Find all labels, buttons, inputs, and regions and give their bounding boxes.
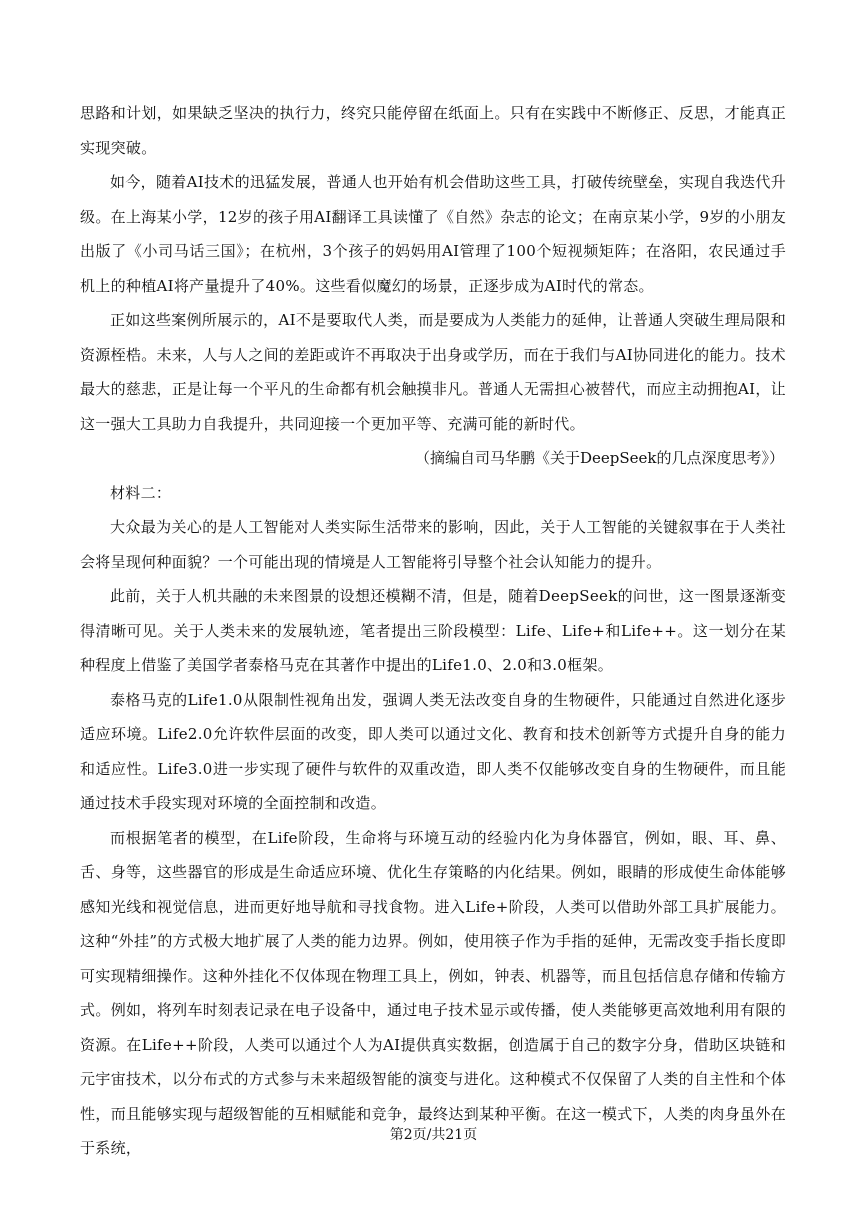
material-two-heading: 材料二： (110, 483, 172, 502)
paragraph-public-concern: 大众最为关心的是人工智能对人类实际生活带来的影响，因此，关于人工智能的关键叙事在于人类社会将呈现何种面貌？一个可能出现的情境是人工智能将引导整个社会认知能力的提升。 (80, 518, 786, 571)
document-body (80, 96, 786, 1166)
paragraph-ai-extension: 正如这些案例所展示的，AI不是要取代人类，而是要成为人类能力的延伸，让普通人突破生理局限和资源桎梏。未来，人与人之间的差距或许不再取决于出身或学历，而在于我们与AI协同进化的能力。技术最大的慈悲，正是让每一个平凡的生命都有机会触摸非凡。普通人无需担心被替代，而应主动拥抱AI，让这一强大工具助力自我提升，共同迎接一个更加平等、充满可能的新时代。 (80, 311, 786, 433)
paragraph-author-model: 而根据笔者的模型，在Life阶段，生命将与环境互动的经验内化为身体器官，例如，眼、耳、鼻、舌、身等，这些器官的形成是生命适应环境、优化生存策略的内化结果。例如，眼睛的形成使生命体能够感知光线和视觉信息，进而更好地导航和寻找食物。进入Life+阶段，人类可以借助外部工具扩展能力。这种“外挂”的方式极大地扩展了人类的能力边界。例如，使用筷子作为手指的延伸，无需改变手指长度即可实现精细操作。这种外挂化不仅体现在物理工具上，例如，钟表、机器等，而且包括信息存储和传输方式。例如，将列车时刻表记录在电子设备中，通过电子技术显示或传播，使人类能够更高效地利用有限的资源。在Life++阶段，人类可以通过个人为AI提供真实数据，创造属于自己的数字分身，借助区块链和元宇宙技术，以分布式的方式参与未来超级智能的演变与进化。这种模式不仅保留了人类的自主性和个体性，而且能够实现与超级智能的互相赋能和竞争，最终达到某种平衡。在这一模式下，人类的肉身虽外在于系统， (80, 828, 786, 1157)
source-citation: （摘编自司马华鹏《关于DeepSeek的几点深度思考》） (414, 449, 784, 467)
paragraph-three-stage-model: 此前，关于人机共融的未来图景的设想还模糊不清，但是，随着DeepSeek的问世，这一图景逐渐变得清晰可见。关于人类未来的发展轨迹，笔者提出三阶段模型：Life、Life+和Life++。这一划分在某种程度上借鉴了美国学者泰格马克在其著作中提出的Life1.0、2.0和3.0框架。 (80, 587, 786, 674)
paragraph-ai-development: 如今，随着AI技术的迅猛发展，普通人也开始有机会借助这些工具，打破传统壁垒，实现自我迭代升级。在上海某小学，12岁的孩子用AI翻译工具读懂了《自然》杂志的论文；在南京某小学，9岁的小朋友出版了《小司马话三国》；在杭州，3个孩子的妈妈用AI管理了100个短视频矩阵；在洛阳，农民通过手机上的种植AI将产量提升了40%。这些看似魔幻的场景，正逐步成为AI时代的常态。 (80, 173, 786, 295)
paragraph-continuation: 思路和计划，如果缺乏坚决的执行力，终究只能停留在纸面上。只有在实践中不断修正、反思，才能真正实现突破。 (80, 104, 786, 157)
paragraph-tegmark-life: 泰格马克的Life1.0从限制性视角出发，强调人类无法改变自身的生物硬件，只能通过自然进化逐步适应环境。Life2.0允许软件层面的改变，即人类可以通过文化、教育和技术创新等方式提升自身的能力和适应性。Life3.0进一步实现了硬件与软件的双重改造，即人类不仅能够改变自身的生物硬件，而且能通过技术手段实现对环境的全面控制和改造。 (80, 690, 786, 812)
page-number-footer: 第2页/共21页 (389, 1127, 478, 1143)
